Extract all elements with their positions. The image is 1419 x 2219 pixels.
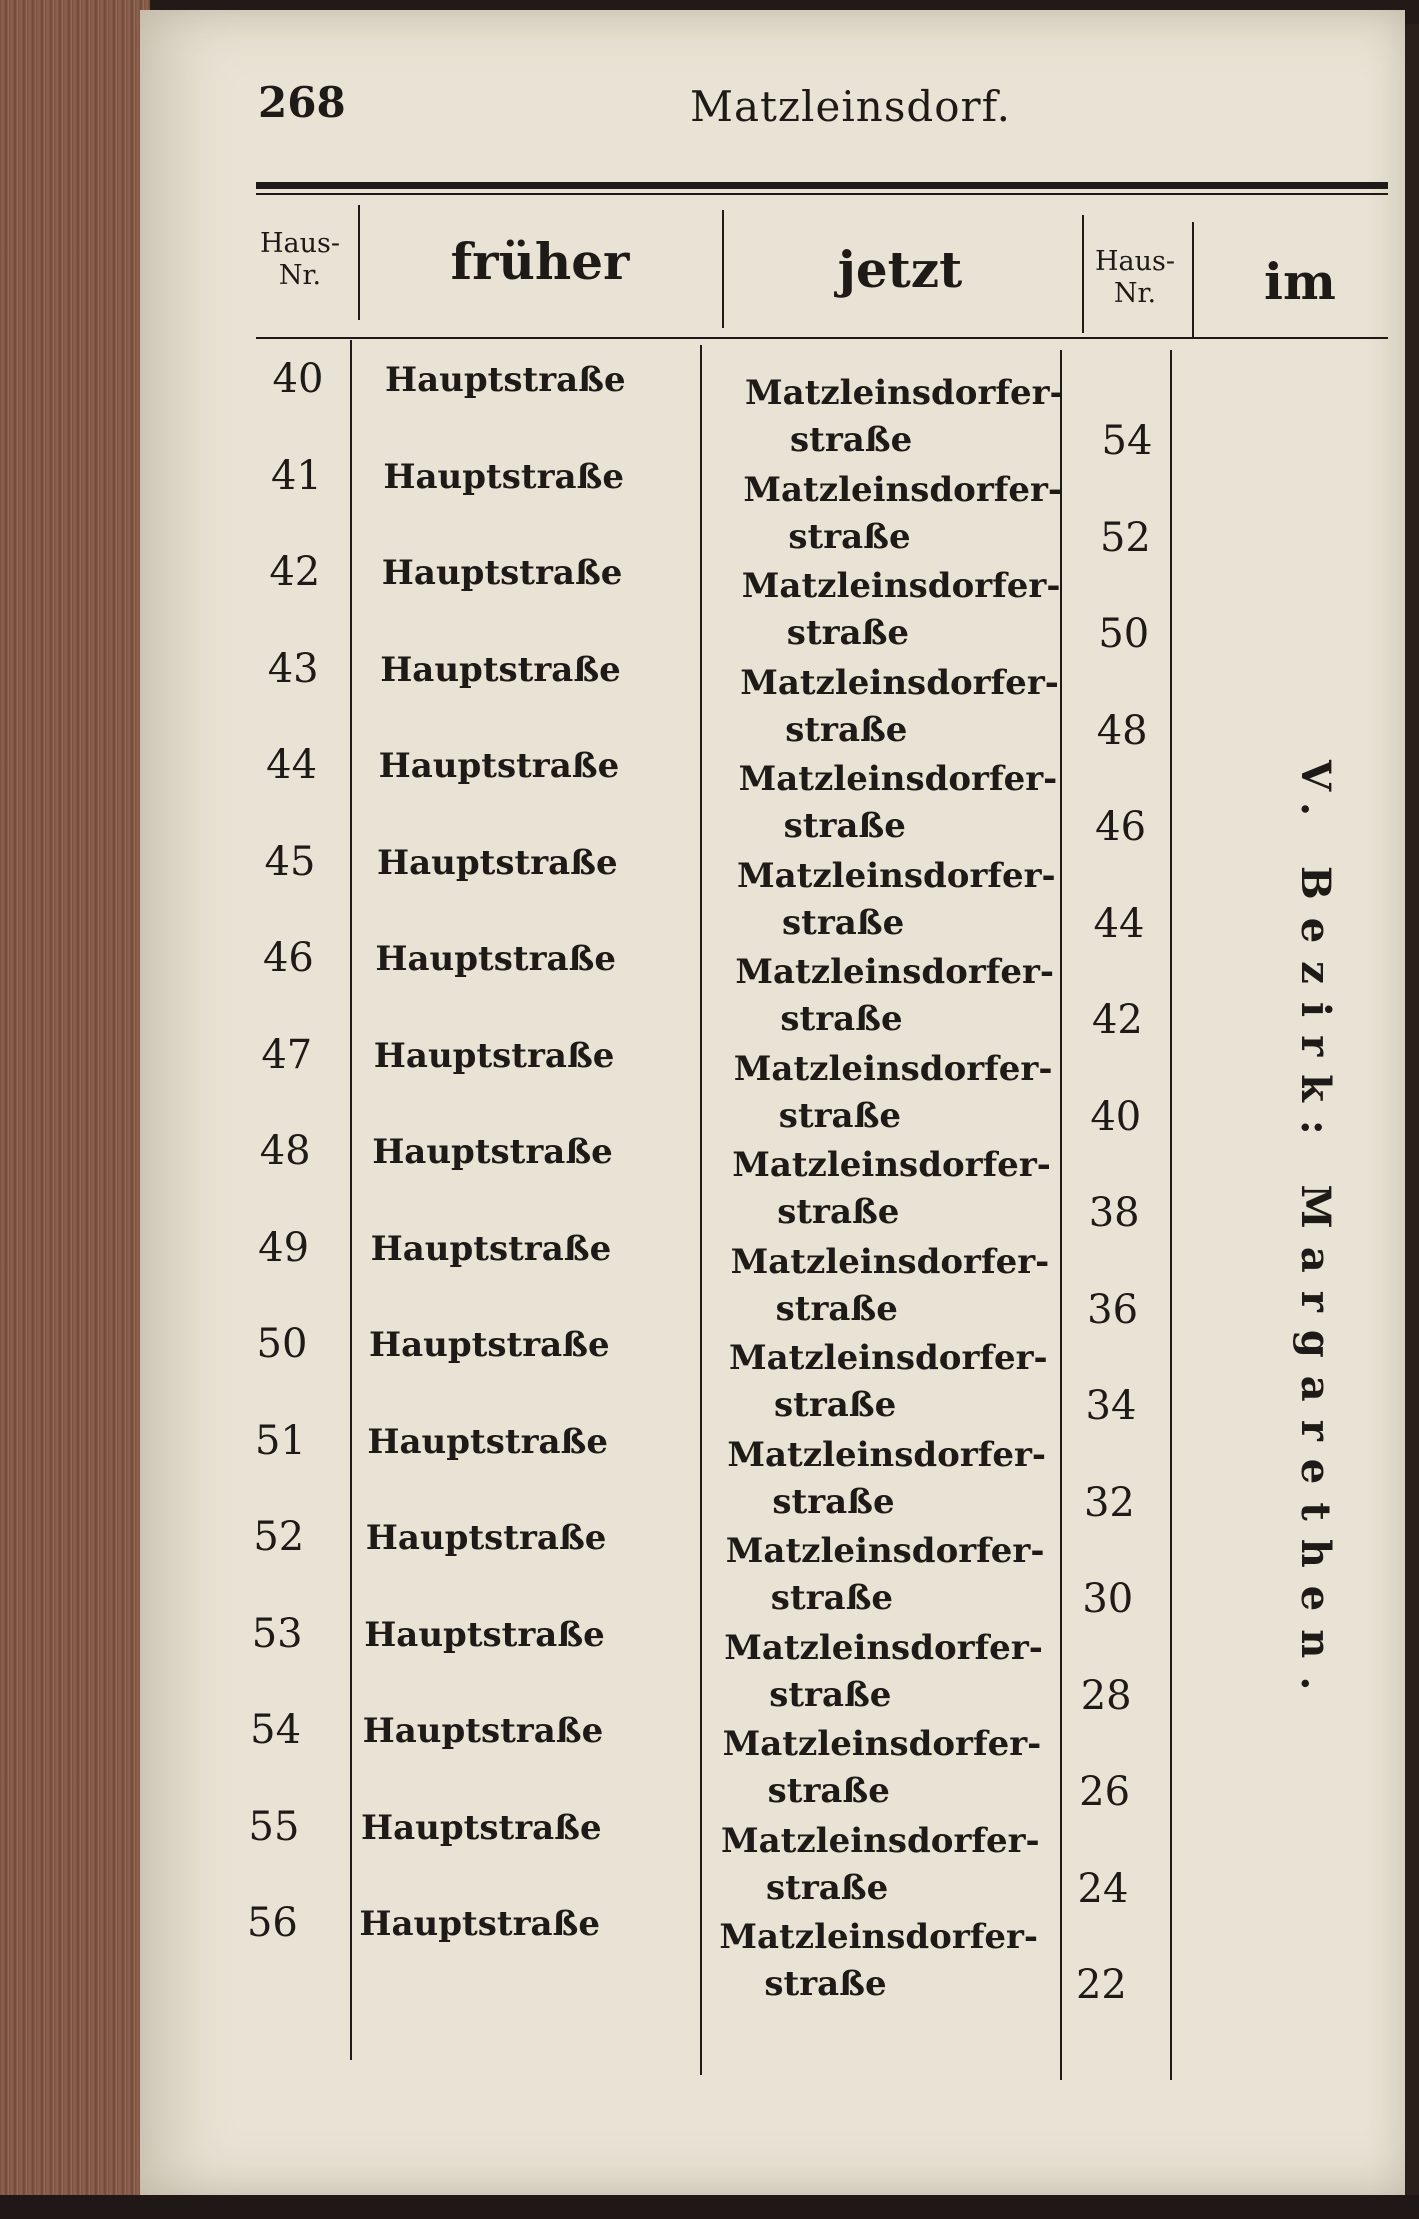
row-jetzt-line2: straße [775,1288,898,1329]
row-jetzt-line1: Matzleinsdorfer- [719,1917,1039,1957]
row-jetzt-line2: straße [772,1481,895,1522]
row-frueher: Hauptstraße [364,1614,605,1655]
row-frueher: Hauptstraße [359,1904,600,1944]
district-label: V. Bezirk: Margarethen. [1292,760,1339,1709]
row-old-number: 56 [246,1900,298,1946]
row-new-number: 30 [1082,1576,1134,1622]
row-jetzt-line1: Matzleinsdorfer- [729,1338,1048,1378]
row-new-number: 32 [1083,1479,1135,1526]
running-title: Matzleinsdorf. [690,82,1012,131]
row-new-number: 34 [1085,1383,1137,1429]
row-jetzt-line1: Matzleinsdorfer- [740,662,1059,703]
row-old-number: 55 [248,1803,300,1850]
row-new-number: 52 [1099,514,1151,561]
row-old-number: 53 [251,1610,303,1657]
header-rule-thick [256,182,1388,189]
header-haus-nr-left-line1: Haus- [259,228,340,259]
row-old-number: 52 [253,1514,305,1560]
row-jetzt-line2: straße [780,999,903,1039]
row-old-number: 44 [266,742,318,788]
header-divider-1 [358,205,360,320]
header-divider-4 [1192,222,1194,337]
row-new-number: 46 [1095,804,1147,850]
row-frueher: Hauptstraße [369,1325,610,1365]
row-jetzt-line1: Matzleinsdorfer- [730,1241,1050,1282]
row-jetzt-line2: straße [786,613,910,653]
row-jetzt-line2: straße [766,1867,889,1908]
header-frueher: früher [450,232,630,291]
row-old-number: 40 [272,356,324,402]
row-jetzt-line2: straße [782,902,905,943]
row-jetzt-line1: Matzleinsdorfer- [722,1724,1042,1764]
header-divider-3 [1082,215,1084,333]
row-frueher: Hauptstraße [383,456,624,497]
row-new-number: 42 [1091,997,1143,1043]
row-frueher: Hauptstraße [361,1807,602,1848]
row-new-number: 24 [1077,1865,1129,1912]
row-jetzt-line1: Matzleinsdorfer- [741,566,1061,606]
row-frueher: Hauptstraße [377,842,618,883]
row-jetzt-line2: straße [764,1964,887,2004]
row-frueher: Hauptstraße [370,1228,612,1269]
row-old-number: 48 [259,1128,311,1174]
row-jetzt-line1: Matzleinsdorfer- [727,1434,1047,1475]
header-haus-nr-right-line1: Haus- [1094,246,1175,277]
row-new-number: 22 [1075,1962,1127,2008]
row-frueher: Hauptstraße [381,553,623,593]
row-jetzt-line2: straße [767,1771,890,1811]
row-jetzt-line2: straße [783,806,906,846]
row-frueher: Hauptstraße [380,649,621,690]
row-new-number: 36 [1087,1286,1139,1333]
row-jetzt-line1: Matzleinsdorfer- [732,1145,1051,1185]
row-new-number: 44 [1093,900,1145,947]
row-jetzt-line1: Matzleinsdorfer- [725,1531,1045,1571]
row-new-number: 26 [1079,1769,1131,1815]
row-old-number: 46 [262,935,314,981]
row-jetzt-line2: straße [777,1192,900,1232]
row-new-number: 38 [1088,1190,1140,1236]
row-old-number: 49 [258,1224,310,1271]
row-old-number: 41 [270,452,322,499]
row-old-number: 51 [254,1417,306,1464]
header-bottom-rule [256,337,1388,339]
row-old-number: 45 [264,838,316,885]
row-jetzt-line1: Matzleinsdorfer- [733,1048,1053,1089]
row-jetzt-line2: straße [770,1578,894,1618]
row-jetzt-line1: Matzleinsdorfer- [737,855,1056,896]
column-divider-3 [1060,350,1062,2080]
page-number: 268 [258,78,346,127]
header-haus-nr-left-line2: Nr. [278,260,322,291]
header-im: im [1264,252,1336,311]
row-jetzt-line1: Matzleinsdorfer- [724,1627,1043,1668]
page-edges [0,0,150,2219]
row-jetzt-line2: straße [790,420,913,460]
row-frueher: Hauptstraße [367,1421,608,1462]
row-old-number: 47 [261,1031,313,1078]
column-divider-2 [700,345,702,2075]
row-jetzt-line1: Matzleinsdorfer- [743,469,1063,510]
row-jetzt-line1: Matzleinsdorfer- [738,759,1058,799]
row-frueher: Hauptstraße [378,746,620,786]
row-frueher: Hauptstraße [375,939,616,979]
header-haus-nr-left [250,228,350,292]
row-jetzt-line2: straße [788,516,911,557]
row-frueher: Hauptstraße [365,1518,607,1558]
row-frueher: Hauptstraße [385,360,626,400]
bottom-edge [0,2195,1419,2219]
header-rule-thin [256,193,1388,195]
row-old-number: 54 [250,1707,302,1753]
row-jetzt-line1: Matzleinsdorfer- [721,1820,1040,1861]
column-divider-1 [350,340,352,2060]
row-old-number: 42 [269,549,321,595]
column-divider-4 [1170,350,1172,2080]
row-jetzt-line2: straße [769,1674,892,1715]
row-new-number: 54 [1101,418,1153,464]
row-frueher: Hauptstraße [372,1132,613,1172]
row-new-number: 28 [1080,1672,1132,1719]
header-divider-2 [722,210,724,328]
row-old-number: 43 [267,645,319,692]
row-new-number: 40 [1090,1093,1142,1140]
row-jetzt-line2: straße [774,1385,897,1425]
row-jetzt-line1: Matzleinsdorfer- [745,373,1064,413]
row-old-number: 50 [256,1321,308,1367]
row-jetzt-line2: straße [778,1095,902,1136]
row-jetzt-line1: Matzleinsdorfer- [735,952,1055,992]
header-haus-nr-right-line2: Nr. [1113,278,1157,309]
row-new-number: 48 [1096,707,1148,754]
row-new-number: 50 [1098,611,1150,657]
row-frueher: Hauptstraße [373,1035,615,1076]
header-haus-nr-right [1080,246,1190,310]
row-jetzt-line2: straße [785,709,908,750]
row-frueher: Hauptstraße [362,1711,604,1751]
header-jetzt: jetzt [837,240,963,299]
